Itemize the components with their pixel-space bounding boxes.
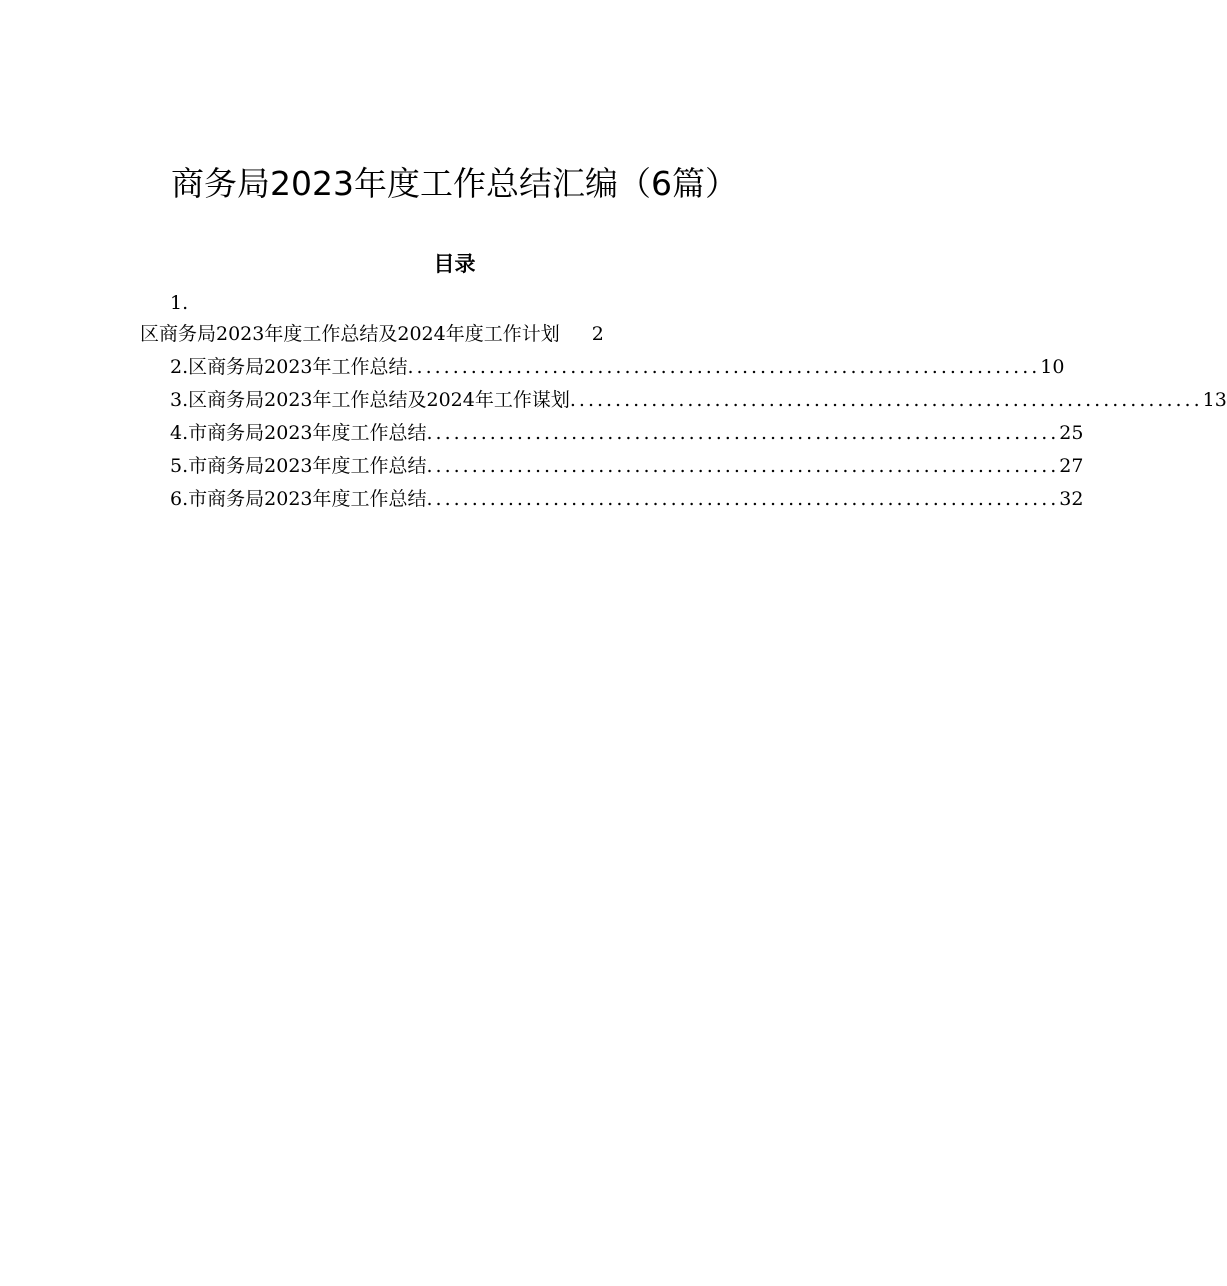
toc-entry-number: 6.	[170, 488, 189, 510]
toc-entry-text[interactable]: 区商务局2023年工作总结及2024年工作谋划	[188, 389, 570, 411]
toc-entry-page: 25	[1059, 422, 1084, 444]
toc-entry-3[interactable]	[170, 384, 1227, 416]
toc-entry-page: 10	[1040, 356, 1065, 378]
toc-entry-6[interactable]	[170, 483, 1084, 515]
toc-heading: 目录	[433, 251, 476, 276]
toc-entry-page: 27	[1059, 455, 1084, 477]
toc-entry-number: 5.	[170, 455, 189, 477]
toc-entry-4[interactable]	[170, 417, 1084, 449]
toc-entry-5[interactable]	[170, 450, 1084, 482]
toc-entry-text[interactable]: 区商务局2023年度工作总结及2024年度工作计划	[140, 323, 560, 345]
toc-leader-dots: ......................................................................	[426, 455, 1060, 477]
toc-entry-number: 4.	[170, 422, 189, 444]
toc-entry-1[interactable]	[140, 318, 604, 350]
document-title: 商务局2023年度工作总结汇编（6篇）	[171, 164, 738, 203]
toc-leader-dots: ......................................................................	[407, 356, 1041, 378]
toc-entry-number: 2.	[170, 356, 189, 378]
toc-entry-number: 3.	[170, 389, 189, 411]
toc-entry-text[interactable]: 市商务局2023年度工作总结	[188, 422, 427, 444]
toc-entry-page: 2	[591, 323, 604, 345]
toc-entry-text[interactable]: 区商务局2023年工作总结	[188, 356, 408, 378]
toc-entry-1-number-line	[170, 287, 188, 319]
toc-entry-text[interactable]: 市商务局2023年度工作总结	[188, 455, 427, 477]
toc-leader-dots: ......................................................................	[569, 389, 1203, 411]
toc-entry-page: 32	[1059, 488, 1084, 510]
toc-entry-text[interactable]: 市商务局2023年度工作总结	[188, 488, 427, 510]
toc-entry-2[interactable]	[170, 351, 1065, 383]
toc-leader-dots: ......................................................................	[426, 488, 1060, 510]
toc-entry-number: 1.	[170, 292, 189, 314]
toc-leader-dots: ......................................................................	[426, 422, 1060, 444]
toc-entry-page: 13	[1202, 389, 1227, 411]
